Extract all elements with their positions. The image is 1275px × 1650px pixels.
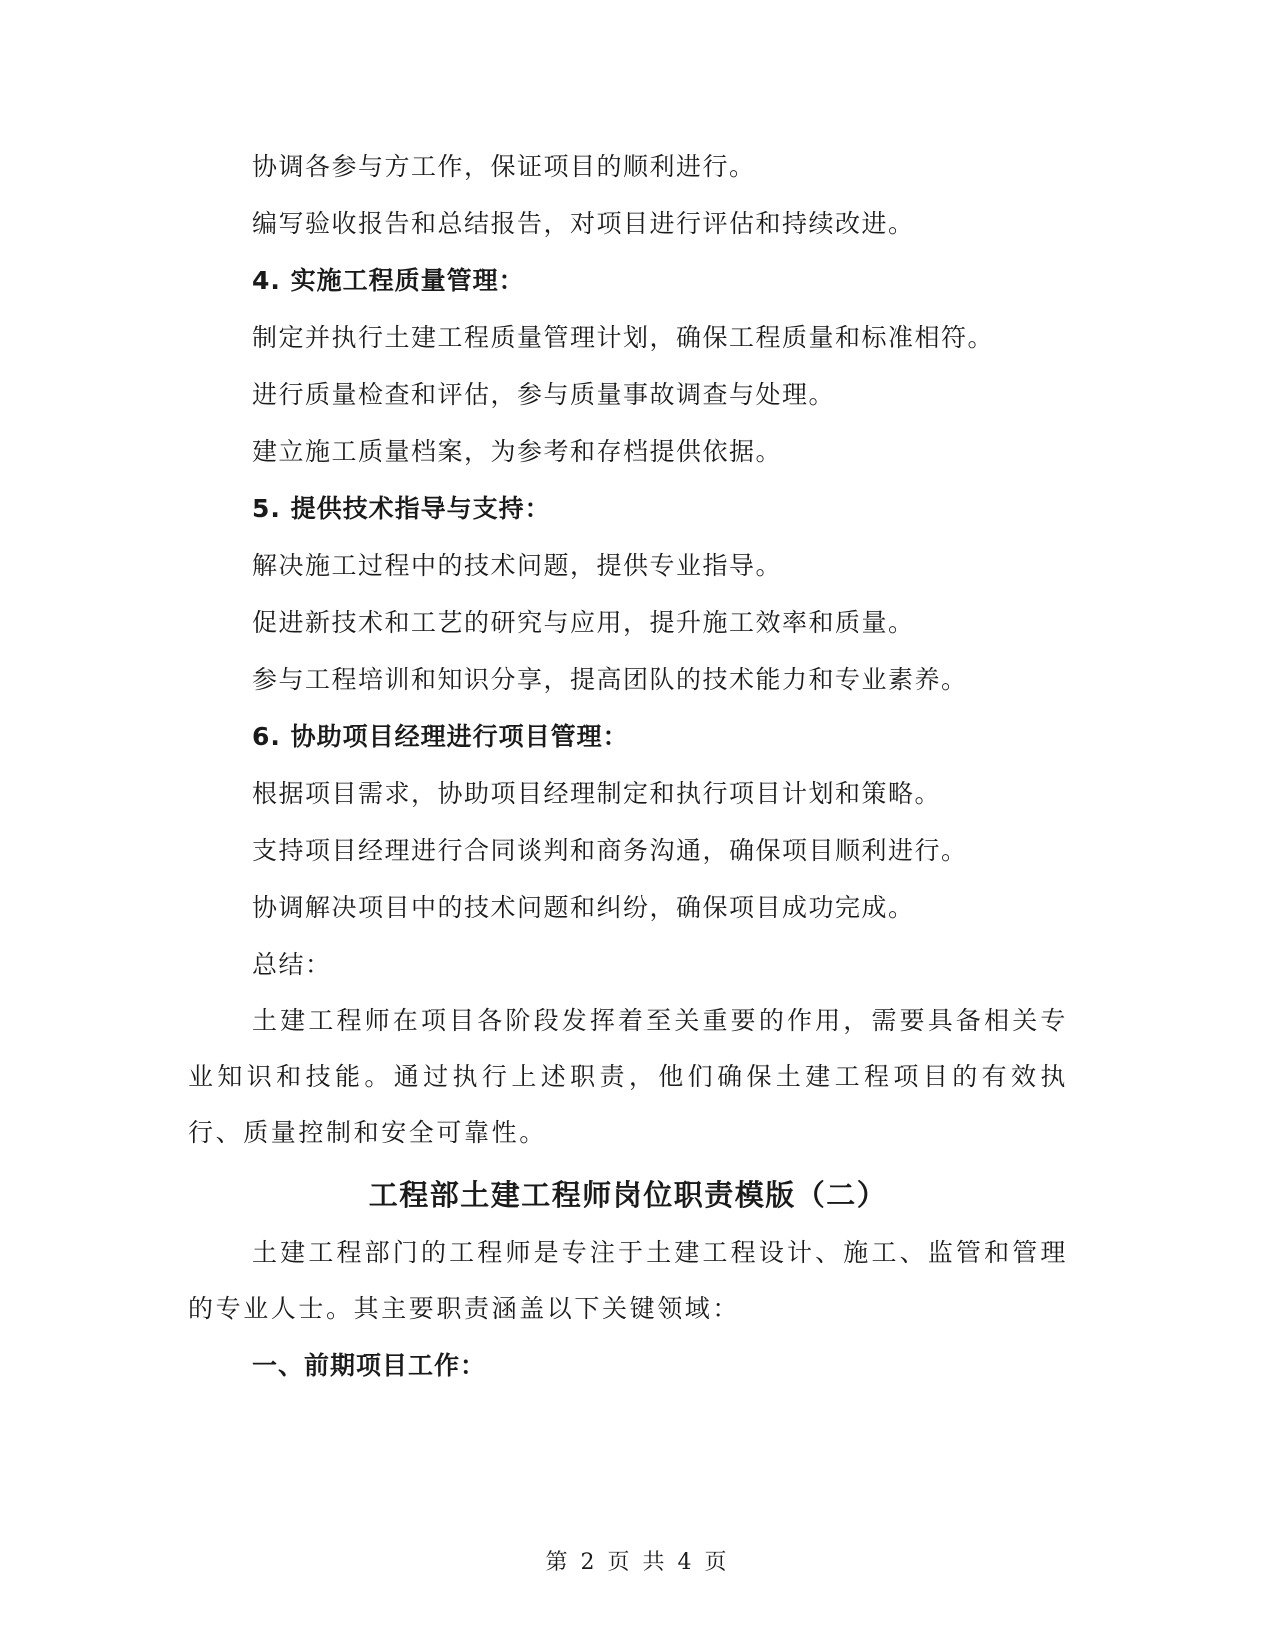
section-heading-one: 一、前期项目工作： <box>252 1351 487 1380</box>
document-body <box>188 138 1068 1394</box>
summary-paragraph: 土建工程师在项目各阶段发挥着至关重要的作用，需要具备相关专业知识和技能。通过执行上述职责，他们确保土建工程项目的有效执行、质量控制和安全可靠性。 <box>188 1006 1068 1147</box>
body-line: 根据项目需求，协助项目经理制定和执行项目计划和策略。 <box>252 779 942 808</box>
body-line: 参与工程培训和知识分享，提高团队的技术能力和专业素养。 <box>252 665 968 694</box>
body-line: 协调解决项目中的技术问题和纠纷，确保项目成功完成。 <box>252 893 915 922</box>
intro-paragraph: 土建工程部门的工程师是专注于土建工程设计、施工、监管和管理的专业人士。其主要职责涵盖以下关键领域： <box>188 1238 1068 1323</box>
body-line: 支持项目经理进行合同谈判和商务沟通，确保项目顺利进行。 <box>252 836 968 865</box>
body-line: 解决施工过程中的技术问题，提供专业指导。 <box>252 551 783 580</box>
section-heading-4: 4. 实施工程质量管理： <box>252 266 525 295</box>
section-title: 工程部土建工程师岗位职责模版（二） <box>368 1178 888 1212</box>
body-line: 制定并执行土建工程质量管理计划，确保工程质量和标准相符。 <box>252 323 995 352</box>
body-line: 促进新技术和工艺的研究与应用，提升施工效率和质量。 <box>252 608 915 637</box>
page-footer: 第 2 页 共 4 页 <box>545 1550 730 1575</box>
section-heading-5: 5. 提供技术指导与支持： <box>252 494 551 523</box>
body-line: 进行质量检查和评估，参与质量事故调查与处理。 <box>252 380 836 409</box>
body-line: 编写验收报告和总结报告，对项目进行评估和持续改进。 <box>252 209 915 238</box>
section-heading-6: 6. 协助项目经理进行项目管理： <box>252 722 629 751</box>
body-line: 建立施工质量档案，为参考和存档提供依据。 <box>252 437 783 466</box>
body-line: 协调各参与方工作，保证项目的顺利进行。 <box>252 152 756 181</box>
summary-label: 总结： <box>252 950 332 979</box>
